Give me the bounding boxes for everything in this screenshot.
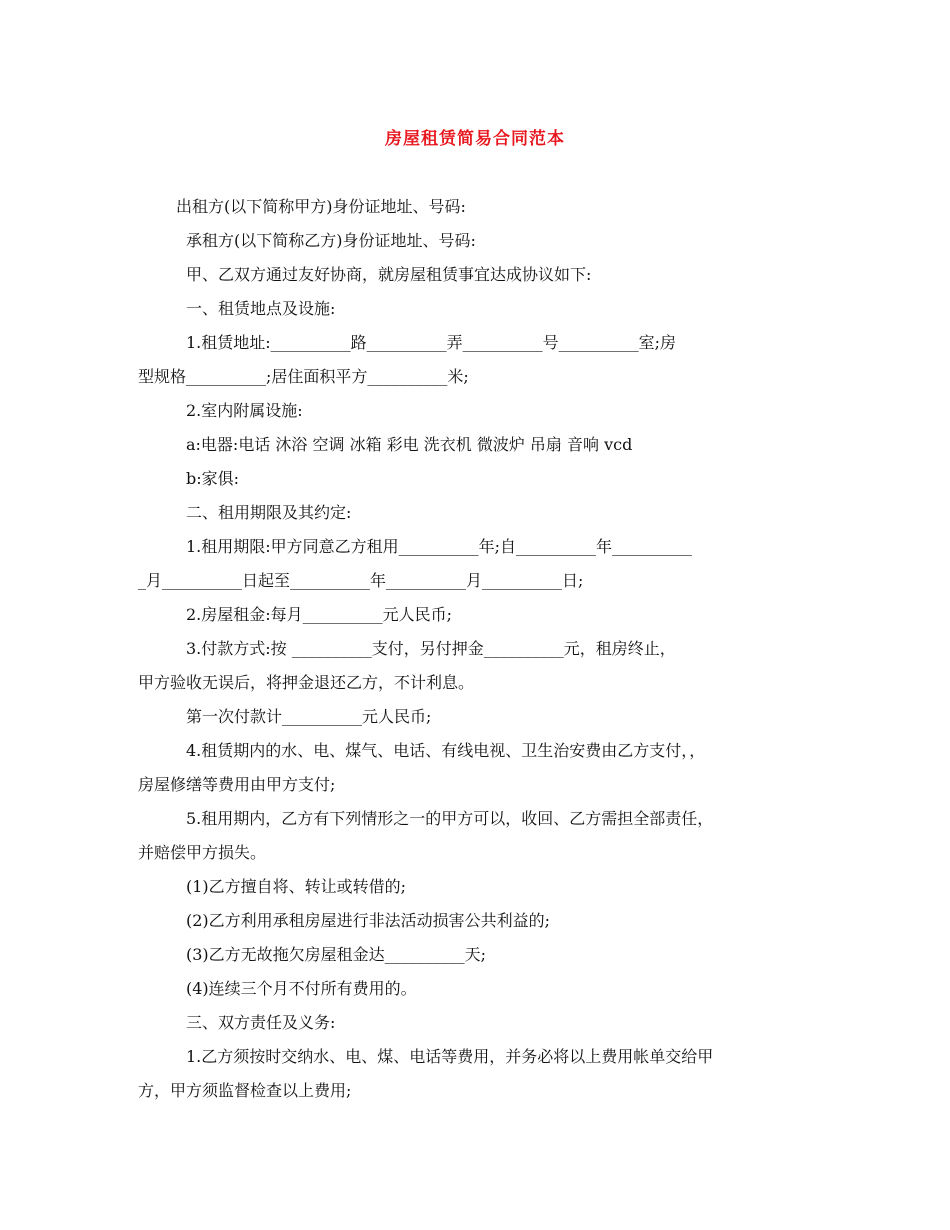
paragraph-agreement: 甲、乙双方通过友好协商，就房屋租赁事宜达成协议如下: bbox=[186, 265, 592, 284]
clause-address: 1.租赁地址:__________路__________弄__________号__________室;房 bbox=[186, 333, 677, 352]
clause-termination: 5.租用期内，乙方有下列情形之一的甲方可以，收回、乙方需担全部责任， bbox=[186, 809, 714, 828]
list-item-2: (2)乙方利用承租房屋进行非法活动损害公共利益的; bbox=[186, 911, 551, 930]
section-heading-duties: 三、双方责任及义务: bbox=[186, 1013, 336, 1032]
clause-term-cont: _月__________日起至__________年__________月__________日; bbox=[138, 571, 584, 590]
clause-rent: 2.房屋租金:每月__________元人民币; bbox=[186, 605, 453, 624]
list-item-3: (3)乙方无故拖欠房屋租金达__________天; bbox=[186, 945, 487, 964]
clause-utilities-cont: 房屋修缮等费用由甲方支付; bbox=[138, 775, 336, 794]
clause-furniture: b:家俱: bbox=[186, 469, 240, 488]
clause-duties-cont: 方，甲方须监督检查以上费用; bbox=[138, 1081, 352, 1100]
clause-term: 1.租用期限:甲方同意乙方租用__________年;自__________年__________ bbox=[186, 537, 693, 556]
paragraph-lessee: 承租方(以下简称乙方)身份证地址、号码: bbox=[186, 231, 476, 250]
clause-utilities: 4.租赁期内的水、电、煤气、电话、有线电视、卫生治安费由乙方支付，， bbox=[186, 741, 706, 760]
list-item-1: (1)乙方擅自将、转让或转借的; bbox=[186, 877, 407, 896]
clause-facilities: 2.室内附属设施: bbox=[186, 401, 303, 420]
paragraph-lessor: 出租方(以下简称甲方)身份证地址、号码: bbox=[176, 197, 466, 216]
clause-duties: 1.乙方须按时交纳水、电、煤、电话等费用，并务必将以上费用帐单交给甲 bbox=[186, 1047, 714, 1066]
clause-payment: 3.付款方式:按 __________支付，另付押金__________元，租房终止， bbox=[186, 639, 676, 658]
clause-payment-cont: 甲方验收无误后，将押金退还乙方，不计利息。 bbox=[138, 673, 475, 692]
clause-address-cont: 型规格__________;居住面积平方__________米; bbox=[138, 367, 469, 386]
list-item-4: (4)连续三个月不付所有费用的。 bbox=[186, 979, 417, 998]
document-title: 房屋租赁简易合同范本 bbox=[385, 129, 565, 149]
document-body bbox=[138, 190, 818, 1108]
clause-first-payment: 第一次付款计__________元人民币; bbox=[186, 707, 432, 726]
section-heading-term: 二、租用期限及其约定: bbox=[186, 503, 352, 522]
clause-appliances: a:电器:电话 沐浴 空调 冰箱 彩电 洗衣机 微波炉 吊扇 音响 vcd bbox=[186, 435, 633, 454]
clause-termination-cont: 并赔偿甲方损失。 bbox=[138, 843, 267, 862]
section-heading-location: 一、租赁地点及设施: bbox=[186, 299, 336, 318]
